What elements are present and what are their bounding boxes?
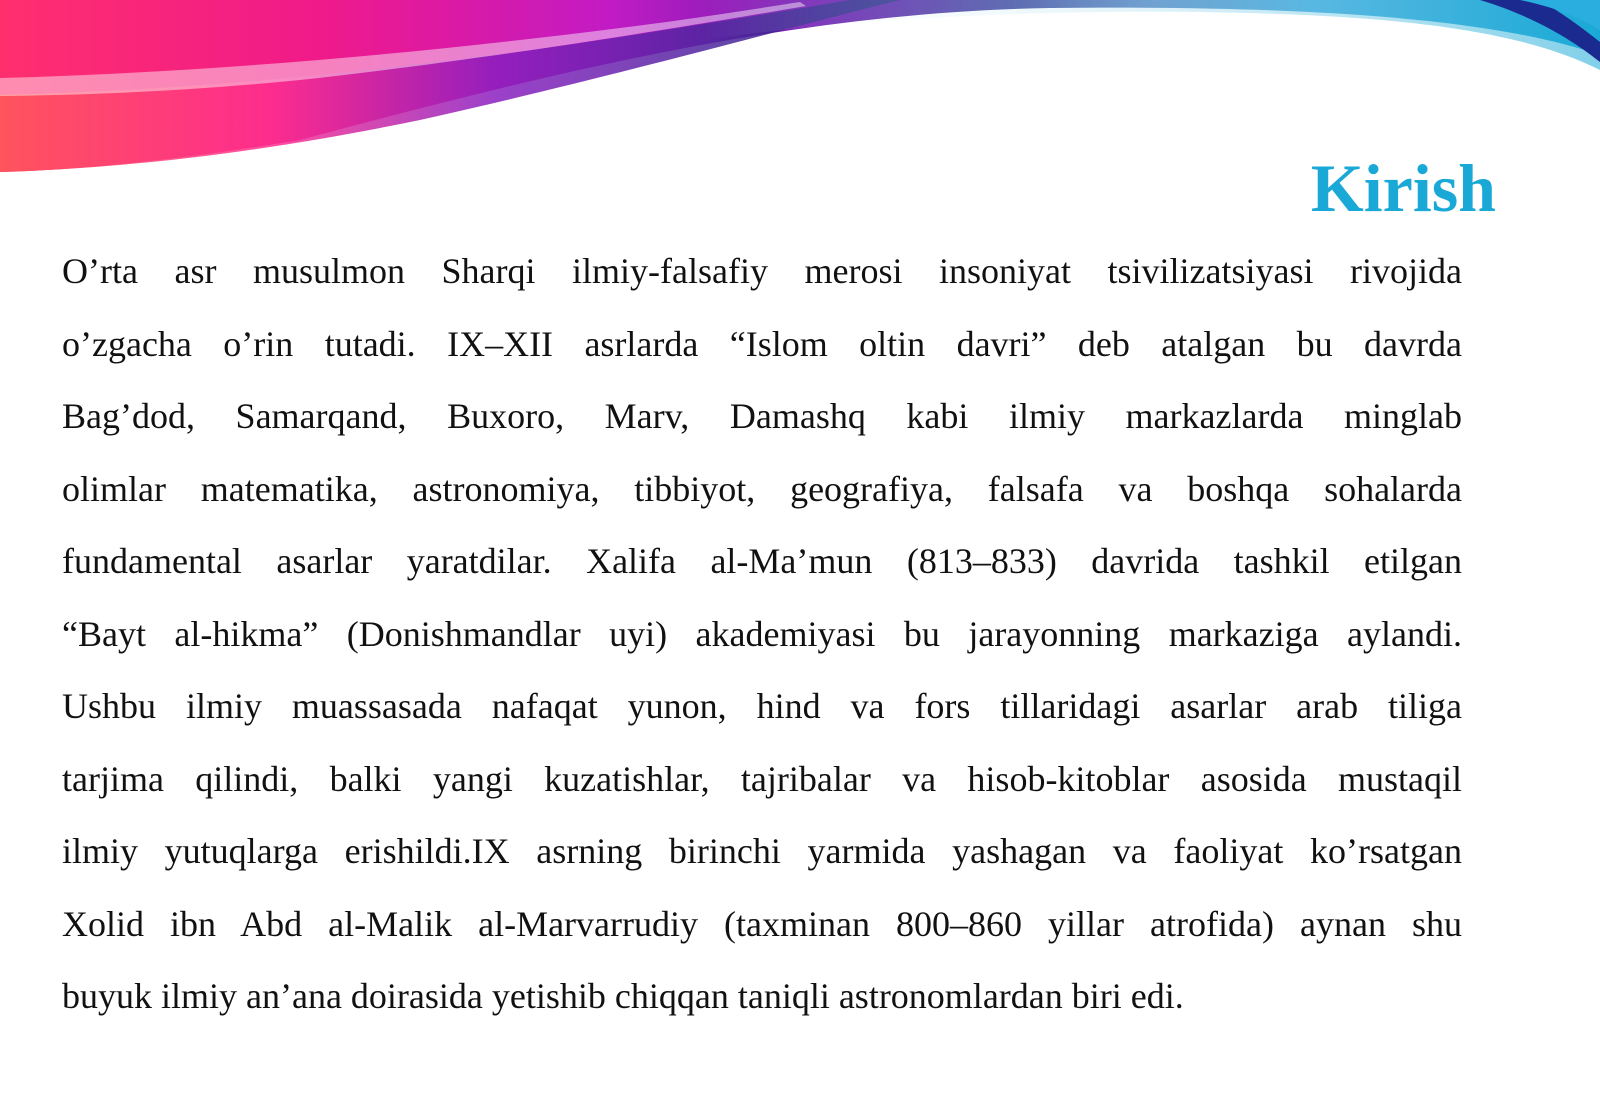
paragraph-line: tarjima qilindi, balki yangi kuzatishlar, tajribalar va hisob-kitoblar asosida mustaqil (62, 758, 1462, 799)
paragraph-line: Bag’dod, Samarqand, Buxoro, Marv, Damashq kabi ilmiy markazlarda minglab (62, 396, 1462, 436)
paragraph-line: fundamental asarlar yaratdilar. Xalifa al-Ma’mun (813–833) davrida tashkil etilgan (62, 541, 1462, 581)
paragraph-line: Ushbu ilmiy muassasada nafaqat yunon, hind va fors tillaridagi asarlar arab tiliga (62, 686, 1462, 726)
paragraph-line: ilmiy yutuqlarga erishildi.IX asrning birinchi yarmida yashagan va faoliyat ko’rsatgan (62, 831, 1462, 871)
body-paragraph (62, 235, 1462, 1033)
paragraph-line: O’rta asr musulmon Sharqi ilmiy-falsafiy merosi insoniyat tsivilizatsiyasi rivojida (62, 251, 1462, 291)
paragraph-line: buyuk ilmiy an’ana doirasida yetishib chiqqan taniqli astronomlardan biri edi. (62, 976, 1184, 1016)
paragraph-line: Xolid ibn Abd al-Malik al-Marvarrudiy (taxminan 800–860 yillar atrofida) aynan shu (62, 903, 1462, 944)
slide-title: Kirish (1310, 150, 1496, 226)
paragraph-line: o’zgacha o’rin tutadi. IX–XII asrlarda “Islom oltin davri” deb atalgan bu davrda (62, 323, 1462, 364)
paragraph-line: “Bayt al-hikma” (Donishmandlar uyi) akademiyasi bu jarayonning markaziga aylandi. (62, 613, 1462, 654)
paragraph-line: olimlar matematika, astronomiya, tibbiyot, geografiya, falsafa va boshqa sohalarda (62, 468, 1462, 509)
